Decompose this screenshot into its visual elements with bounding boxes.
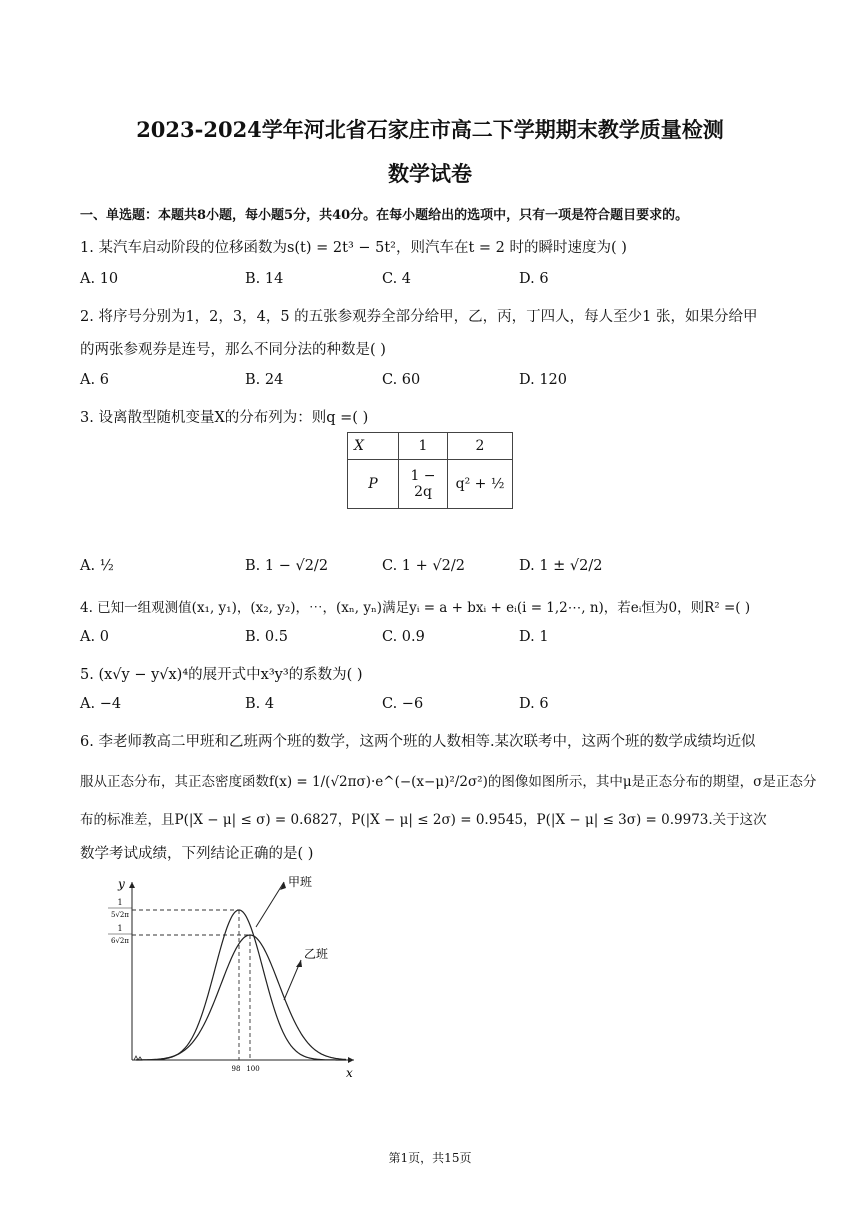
q1-option-b: B. 14 <box>245 271 284 287</box>
q3-option-b: B. 1 − √2/2 <box>245 558 329 574</box>
q4-option-a: A. 0 <box>80 629 109 645</box>
distribution-table <box>347 432 513 509</box>
q1-option-a: A. 10 <box>80 271 119 287</box>
question-2-stem: 2. 将序号分别为1，2，3，4，5 的五张参观券全部分给甲，乙，丙，丁四人，每人至少1 张，如果分给甲 <box>80 309 758 325</box>
question-6-stem-line4: 数学考试成绩，下列结论正确的是( ) <box>80 846 314 862</box>
q1-option-d: D. 6 <box>519 271 549 287</box>
x-tick-100: 100 <box>246 1065 260 1073</box>
table-cell: q² + ½ <box>448 460 513 509</box>
page-title: 2023-2024学年河北省石家庄市高二下学期期末教学质量检测 <box>136 117 724 142</box>
q2-option-c: C. 60 <box>382 372 421 388</box>
normal-curves-figure <box>96 872 366 1082</box>
y-tick-2-denominator: 6√2π <box>111 937 129 945</box>
q3-option-d: D. 1 ± √2/2 <box>519 558 603 574</box>
table-cell: P <box>348 460 399 509</box>
q5-option-d: D. 6 <box>519 696 549 712</box>
q2-option-b: B. 24 <box>245 372 284 388</box>
question-6-stem-line3: 布的标准差，且P(|X − μ| ≤ σ) = 0.6827，P(|X − μ| ≤ 2σ) = 0.9545，P(|X − μ| ≤ 3σ) = 0.9973.关于这次 <box>80 812 767 828</box>
table-cell: 2 <box>448 433 513 460</box>
x-tick-98: 98 <box>231 1065 241 1073</box>
page-subtitle: 数学试卷 <box>388 161 472 186</box>
section-heading: 一、单选题：本题共8小题，每小题5分，共40分。在每小题给出的选项中，只有一项是符合题目要求的。 <box>80 208 689 223</box>
label-yi: 乙班 <box>304 947 329 961</box>
table-cell: 1 <box>399 433 448 460</box>
yi-pointer-arrow <box>296 960 302 967</box>
table-cell: 1 − 2q <box>399 460 448 509</box>
q2-option-a: A. 6 <box>80 372 109 388</box>
jia-pointer <box>256 882 284 927</box>
question-4-stem: 4. 已知一组观测值(x₁, y₁)，(x₂, y₂)，⋯，(xₙ, yₙ)满足yᵢ = a + bxᵢ + eᵢ(i = 1,2⋯, n)，若eᵢ恒为0，则R² =( ) <box>80 600 751 616</box>
question-6-stem-line2: 服从正态分布，其正态密度函数f(x) = 1/(√2πσ)·e^(−(x−μ)²/2σ²)的图像如图所示，其中μ是正态分布的期望，σ是正态分 <box>80 774 817 790</box>
q4-option-d: D. 1 <box>519 629 549 645</box>
y-axis-label: y <box>118 877 125 891</box>
y-axis-arrow <box>129 882 135 888</box>
q4-option-c: C. 0.9 <box>382 629 425 645</box>
q1-option-c: C. 4 <box>382 271 412 287</box>
q5-option-a: A. −4 <box>80 696 122 712</box>
label-jia: 甲班 <box>288 875 313 889</box>
q5-option-c: C. −6 <box>382 696 424 712</box>
table-cell: X <box>348 433 399 460</box>
question-3-stem: 3. 设离散型随机变量X的分布列为：则q =( ) <box>80 410 369 426</box>
q4-option-b: B. 0.5 <box>245 629 288 645</box>
question-5-stem: 5. (x√y − y√x)⁴的展开式中x³y³的系数为( ) <box>80 667 363 683</box>
q3-option-c: C. 1 + √2/2 <box>382 558 465 574</box>
q2-option-d: D. 120 <box>519 372 568 388</box>
curve-jia <box>136 910 346 1060</box>
y-tick-1-numerator: 1 <box>117 898 123 907</box>
x-axis-label: x <box>346 1066 353 1080</box>
page-footer: 第1页，共15页 <box>388 1151 472 1165</box>
question-1-stem: 1. 某汽车启动阶段的位移函数为s(t) = 2t³ − 5t²，则汽车在t = 2 时的瞬时速度为( ) <box>80 240 627 256</box>
q3-option-a: A. ½ <box>80 558 114 574</box>
question-6-stem: 6. 李老师教高二甲班和乙班两个班的数学，这两个班的人数相等.某次联考中，这两个班的数学成绩均近似 <box>80 734 756 750</box>
q5-option-b: B. 4 <box>245 696 275 712</box>
question-2-stem-line2: 的两张参观券是连号，那么不同分法的种数是( ) <box>80 342 386 358</box>
x-axis-arrow <box>348 1057 354 1063</box>
y-tick-2-numerator: 1 <box>117 924 123 933</box>
y-tick-1-denominator: 5√2π <box>111 911 129 919</box>
